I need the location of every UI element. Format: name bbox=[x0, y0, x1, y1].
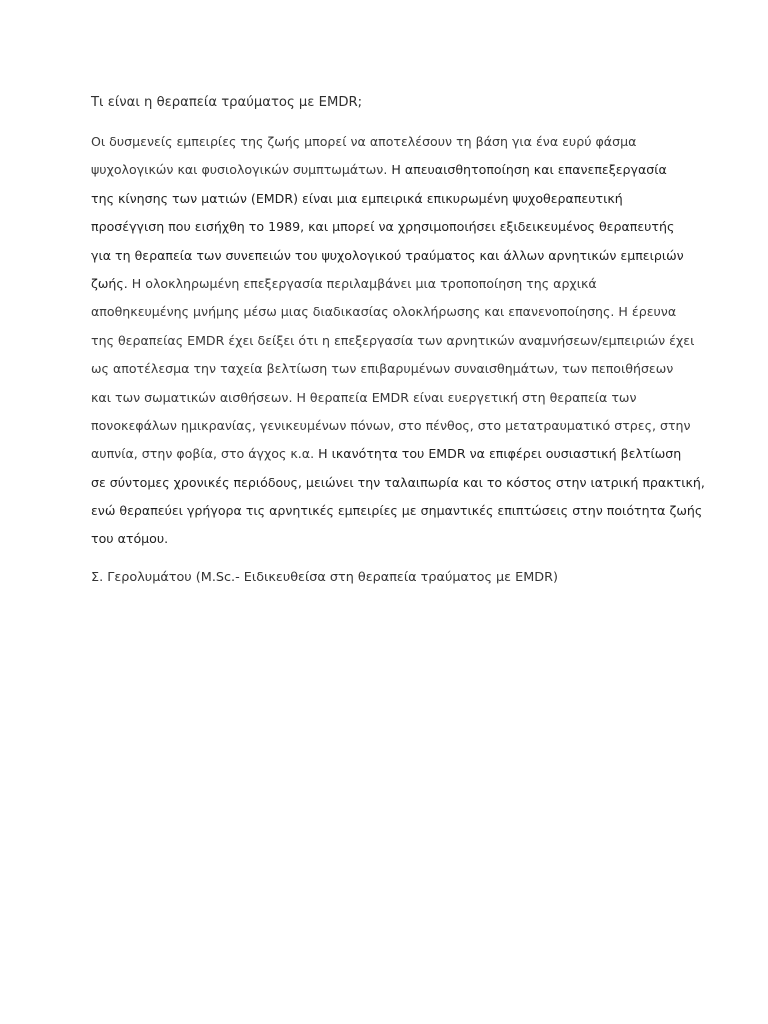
paragraph-line bbox=[91, 128, 691, 156]
text-segment: της κίνησης των ματιών (EMDR) είναι μια εμπειρικά επικυρωμένη ψυχοθεραπευτική bbox=[91, 190, 623, 206]
text-segment: για τη θεραπεία των συνεπειών του ψυχολογικού τραύματος και άλλων αρνητικών εμπειριών bbox=[91, 247, 684, 263]
paragraph-line bbox=[91, 242, 691, 270]
text-segment: του ατόμου. bbox=[91, 531, 169, 547]
paragraph-line bbox=[91, 156, 691, 184]
text-segment: της θεραπείας EMDR έχει δείξει ότι η επεξεργασία των αρνητικών αναμνήσεων/εμπειριών έχει bbox=[91, 332, 695, 348]
author-signature: Σ. Γερολυμάτου (M.Sc.- Ειδικευθείσα στη θεραπεία τραύματος με EMDR) bbox=[91, 570, 559, 585]
text-segment: ψυχολογικών και φυσιολογικών συμπτωμάτων. bbox=[91, 162, 392, 178]
text-segment: αποθηκευμένης μνήμης μέσω μιας διαδικασίας ολοκλήρωσης και επανενοποίησης. Η έρευνα bbox=[91, 304, 677, 320]
text-segment: αυπνία, στην φοβία, στο άγχος κ.α. bbox=[91, 446, 319, 462]
paragraph-line bbox=[91, 384, 691, 412]
paragraph-line bbox=[91, 412, 691, 440]
paragraph-line bbox=[91, 440, 691, 468]
paragraph-line bbox=[91, 270, 691, 298]
text-segment: πονοκεφάλων ημικρανίας, γενικευμένων πόνων, στο πένθος, στο μετατραυματικό στρες, στην bbox=[91, 417, 691, 433]
text-segment: ζωής. bbox=[91, 275, 128, 291]
paragraph-line bbox=[91, 185, 691, 213]
paragraph-line bbox=[91, 213, 691, 241]
text-segment: Η απευαισθητοποίηση και επανεπεξεργασία bbox=[391, 162, 667, 178]
paragraph-line bbox=[91, 469, 705, 497]
text-segment: σε σύντομες χρονικές περιόδους, μειώνει την ταλαιπωρία και το κόστος στην ιατρική πρακτική, bbox=[91, 474, 705, 490]
text-segment: ενώ θεραπεύει γρήγορα τις αρνητικές εμπειρίες με σημαντικές επιπτώσεις στην ποιότητα ζωής bbox=[91, 503, 703, 519]
text-segment: Η ικανότητα του EMDR να επιφέρει ουσιαστική βελτίωση bbox=[318, 446, 682, 462]
document-title: Τι είναι η θεραπεία τραύματος με EMDR; bbox=[91, 95, 363, 110]
text-segment: και των σωματικών αισθήσεων. Η θεραπεία EMDR είναι ευεργετική στη θεραπεία των bbox=[91, 389, 637, 405]
text-segment: Οι δυσμενείς εμπειρίες της ζωής μπορεί να αποτελέσουν τη βάση για ένα ευρύ φάσμα bbox=[91, 134, 637, 149]
paragraph-line bbox=[91, 497, 703, 525]
paragraph-line bbox=[91, 525, 691, 553]
paragraph-line bbox=[91, 327, 695, 355]
text-segment: προσέγγιση που εισήχθη το 1989, και μπορεί να χρησιμοποιήσει εξιδεικευμένος θεραπευτής bbox=[91, 219, 675, 235]
paragraph-line bbox=[91, 355, 691, 383]
text-segment: ως αποτέλεσμα την ταχεία βελτίωση των επιβαρυμένων συναισθημάτων, των πεποιθήσεων bbox=[91, 361, 674, 377]
body-paragraph bbox=[91, 128, 705, 554]
paragraph-line bbox=[91, 298, 691, 326]
text-segment: Η ολοκληρωμένη επεξεργασία περιλαμβάνει μια τροποποίηση της αρχικά bbox=[127, 275, 597, 291]
